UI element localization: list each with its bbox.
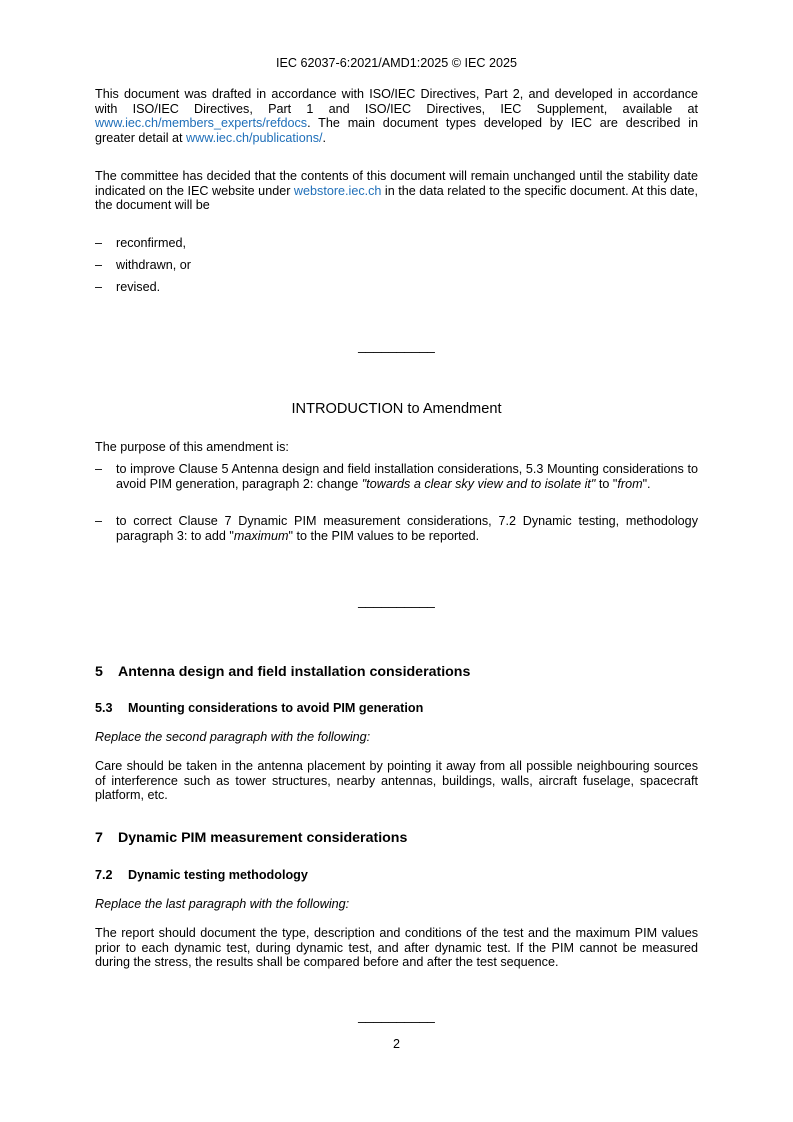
italic-text: from <box>617 476 643 491</box>
list-item <box>95 258 698 273</box>
text: " to the PIM values to be reported. <box>288 528 480 543</box>
list-item-text: reconfirmed, <box>116 236 186 250</box>
refdocs-link[interactable]: www.iec.ch/members_experts/refdocs <box>95 116 308 131</box>
text: to improve Clause 5 Antenna design and field installation considerations, 5.3 Mounting considerations to avoid PIM generation, paragraph 2: change <box>116 462 698 491</box>
introduction-title: INTRODUCTION to Amendment <box>291 401 502 417</box>
subclause-7-2-heading <box>95 868 308 882</box>
subclause-number: 5.3 <box>95 701 113 715</box>
list-item <box>95 514 698 543</box>
amendment-instruction: Replace the last paragraph with the following: <box>95 897 350 911</box>
amendment-instruction: Replace the second paragraph with the following: <box>95 730 371 744</box>
text: . <box>322 130 327 145</box>
page-header: IEC 62037-6:2021/AMD1:2025 © IEC 2025 <box>275 56 517 70</box>
dash: – <box>95 514 103 528</box>
clause-title: Dynamic PIM measurement considerations <box>118 830 408 846</box>
list-item <box>95 462 698 491</box>
list-item <box>95 236 698 251</box>
separator-rule: __________ <box>358 1008 435 1023</box>
dash: – <box>95 462 103 476</box>
separator-rule: __________ <box>358 593 435 608</box>
webstore-link[interactable]: webstore.iec.ch <box>293 183 382 198</box>
clause-7-heading <box>95 830 407 846</box>
clause-7-text: The report should document the type, description and conditions of the test and the maximum PIM values prior to each dynamic test, during dynamic test, and after dynamic test. If the PIM cannot be measured during the stress, the results shall be compared before and after the test sequence. <box>95 926 698 970</box>
list-item-text: revised. <box>116 280 161 294</box>
text: to correct Clause 7 Dynamic PIM measurement considerations, 7.2 Dynamic testing, methodology paragraph 3: to add " <box>116 514 698 543</box>
subclause-number: 7.2 <box>95 868 113 882</box>
dash: – <box>95 236 103 250</box>
text: in the data related to the specific document. At this date, the document will be <box>95 183 699 213</box>
page-number: 2 <box>392 1037 400 1051</box>
dash: – <box>95 258 103 272</box>
subclause-title: Mounting considerations to avoid PIM generation <box>128 701 424 715</box>
separator-rule: __________ <box>358 338 435 353</box>
text: to " <box>595 476 618 491</box>
foreword-paragraph-2 <box>95 169 698 213</box>
clause-number: 5 <box>95 664 103 680</box>
foreword-paragraph-1 <box>95 87 698 145</box>
clause-5-heading <box>95 664 470 680</box>
text: ". <box>642 476 651 491</box>
clause-number: 7 <box>95 830 103 846</box>
publications-link[interactable]: www.iec.ch/publications/ <box>186 130 323 145</box>
text: This document was drafted in accordance with ISO/IEC Directives, Part 2, and developed in accordance with ISO/IEC Directives, Part 1 and ISO/IEC Directives, IEC Supplement, available at <box>95 87 698 116</box>
italic-text: "towards a clear sky view and to isolate it" <box>361 476 596 491</box>
italic-text: maximum <box>233 528 289 543</box>
dash: – <box>95 280 103 294</box>
clause-title: Antenna design and field installation considerations <box>118 664 471 680</box>
introduction-lead: The purpose of this amendment is: <box>95 440 289 454</box>
clause-5-text: Care should be taken in the antenna placement by pointing it away from all possible neighbouring sources of interference such as tower structures, nearby antennas, buildings, walls, aircraft fuselage, spacecraft platform, etc. <box>95 759 698 803</box>
text: . The main document types developed by IEC are described in greater detail at <box>95 116 698 145</box>
subclause-5-3-heading <box>95 701 423 715</box>
text: The committee has decided that the contents of this document will remain unchanged until the stability date indicated on the IEC website under <box>95 169 698 198</box>
subclause-title: Dynamic testing methodology <box>128 868 308 882</box>
list-item-text: withdrawn, or <box>116 258 191 272</box>
list-item <box>95 280 698 295</box>
